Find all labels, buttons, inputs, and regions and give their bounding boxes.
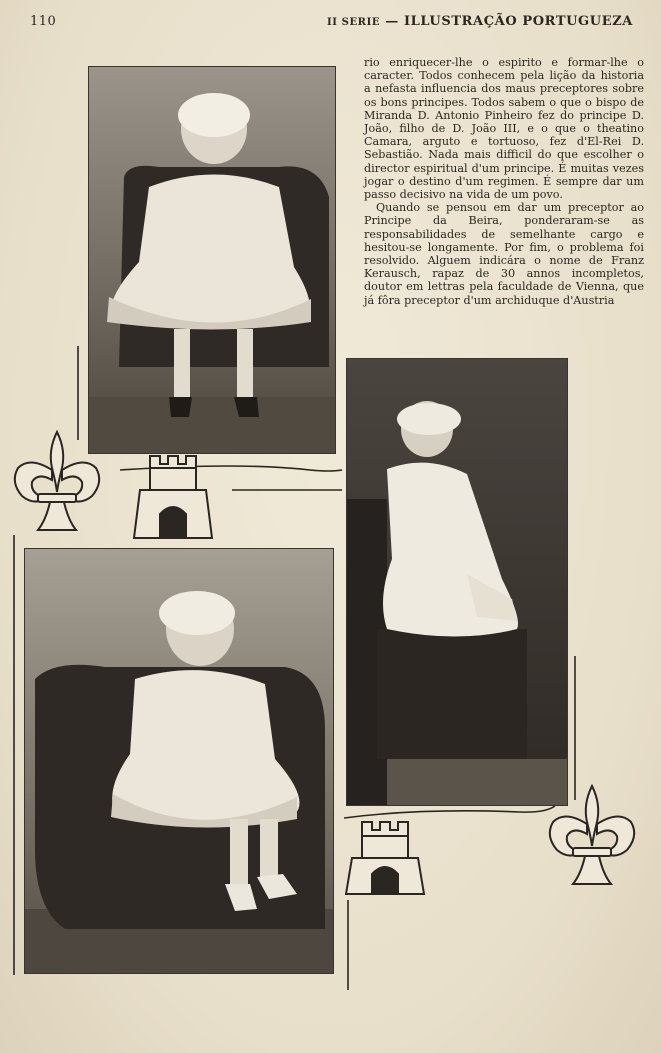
- paragraph-2: Quando se pensou em dar um preceptor ao Principe da Beira, ponderaram-se as responsabilidades de semelhante cargo e hesitou-se longamente. Por fim, o problema foi resolvido. Alguem indicára o nome de Franz Kerausch, rapaz de 30 annos incompletos, doutor em lettras pela faculdade de Vienna, que já fôra preceptor d'um archiduque d'Austria: [364, 201, 644, 307]
- frame-lines: [14, 346, 575, 990]
- publication-title: ILLUSTRAÇÃO PORTUGUEZA: [403, 14, 633, 29]
- fleur-de-lis-icon-left: [15, 432, 99, 530]
- fleur-de-lis-icon-right: [550, 786, 634, 884]
- serie-label: II SERIE: [327, 17, 381, 28]
- castle-icon-right: [346, 822, 424, 894]
- paragraph-1: rio enriquecer-lhe o espirito e formar-lhe o caracter. Todos conhecem pela lição da historia a nefasta influencia dos maus preceptores sobre os bons principes. Todos sabem o que o bispo de Miranda D. Antonio Pinheiro fez do principe D. João, filho de D. João III, e o que o theatino Camara, arguto e tortuoso, fez d'El-Rei D. Sebastião. Nada mais difficil do que escolher o director espiritual d'um principe. É muitas vezes jogar o destino d'um regimen. É sempre dar um passo decisivo na vida de um povo.: [364, 56, 644, 202]
- head-separator: —: [380, 14, 404, 29]
- page-number: 110: [30, 14, 57, 29]
